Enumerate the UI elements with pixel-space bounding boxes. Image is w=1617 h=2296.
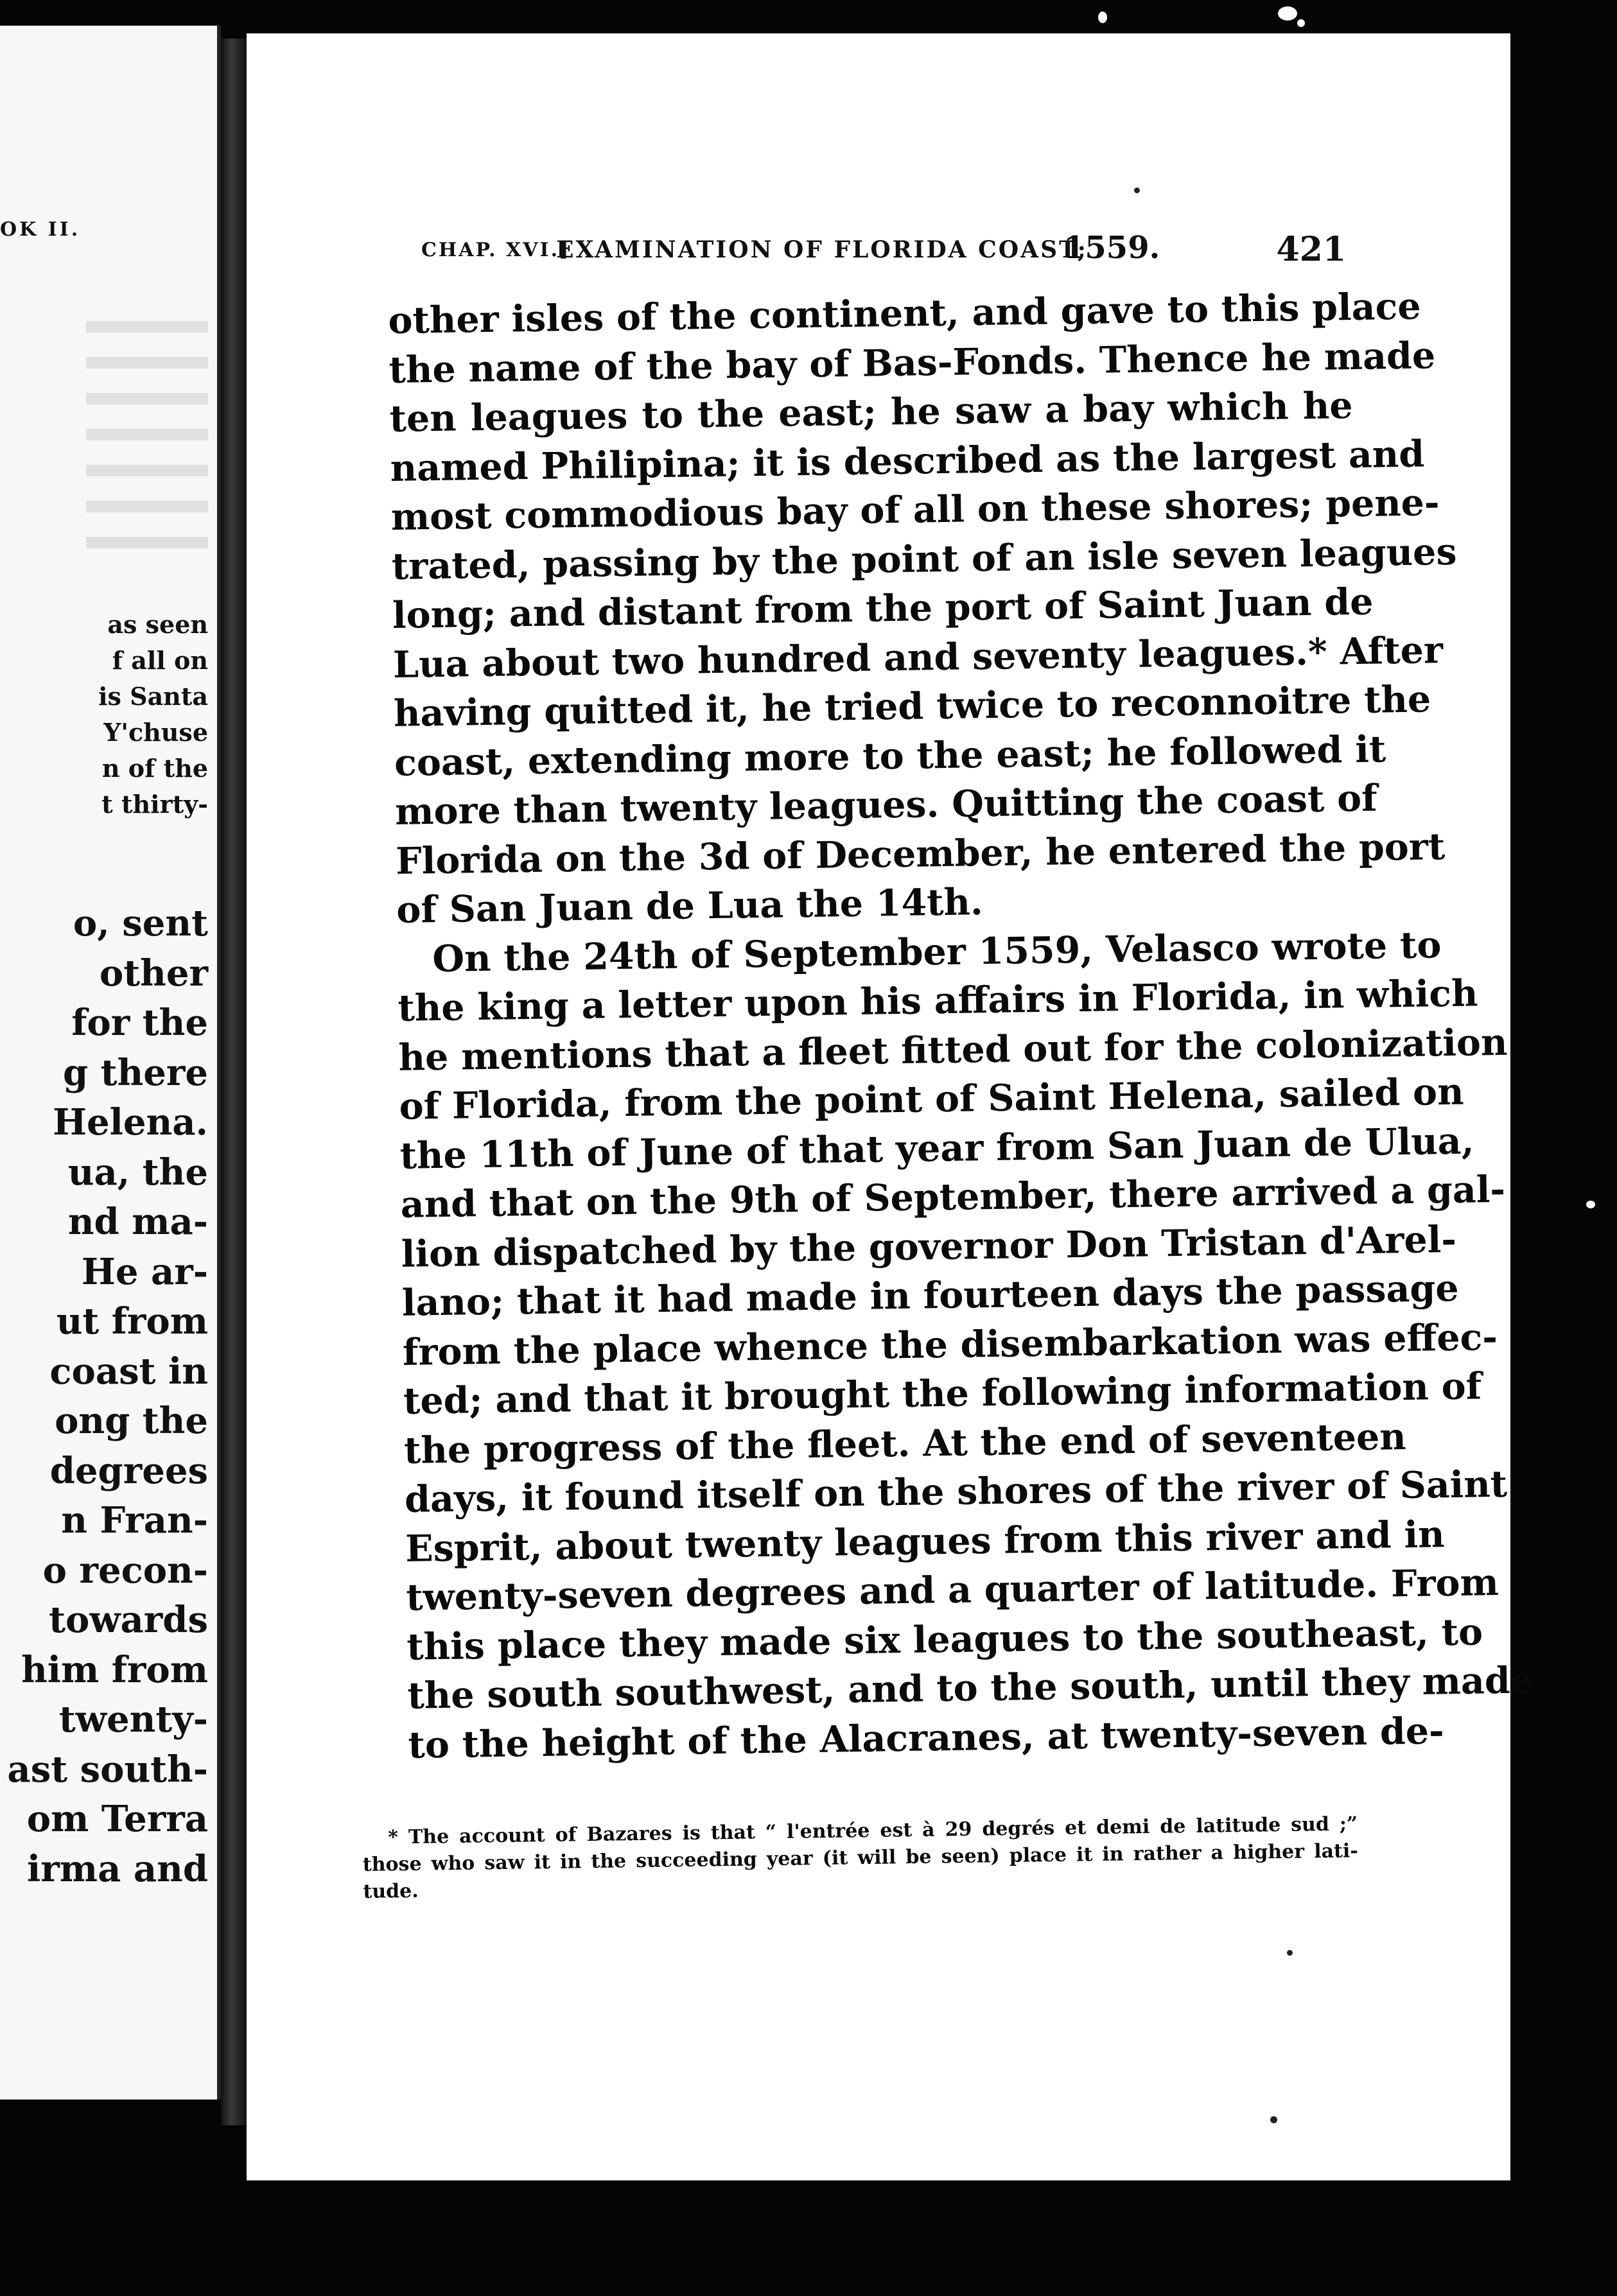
text-line: Lua about two hundred and seventy leagues.* After <box>392 628 1444 686</box>
text-line: the 11th of June of that year from San Juan de Ulua, <box>399 1119 1474 1178</box>
text-line: ten leagues to the east; he saw a bay which he <box>389 384 1353 440</box>
book-gutter <box>221 39 247 2125</box>
text-line: days, it found itself on the shores of the river of Saint <box>404 1462 1508 1521</box>
text-line: lion dispatched by the governor Don Tristan d'Arel- <box>401 1217 1457 1276</box>
scan-speck <box>1297 19 1305 27</box>
footnote <box>362 1811 1359 1906</box>
left-large-line: ast south- <box>7 1748 208 1791</box>
ink-speck <box>1270 2116 1277 2123</box>
left-large-line: om Terra <box>26 1798 208 1840</box>
left-large-line: degrees <box>49 1449 208 1492</box>
left-facing-page <box>0 26 221 2100</box>
left-large-line: for the <box>71 1002 208 1044</box>
scan-speck <box>1278 6 1297 21</box>
left-page-body-text <box>7 899 208 1894</box>
left-small-line: is Santa <box>98 682 208 711</box>
text-line: from the place whence the disembarkation was effec- <box>402 1315 1498 1374</box>
text-line: and that on the 9th of September, there arrived a gal- <box>400 1167 1506 1226</box>
text-line: the south southwest, and to the south, until they made <box>406 1658 1534 1718</box>
left-small-line: n of the <box>101 754 208 783</box>
ink-speck <box>1134 187 1140 193</box>
chapter-label: CHAP. XVI.] <box>421 239 571 261</box>
footnote-line: * The account of Bazares is that “ l'entrée est à 29 degrés et demi de latitude sud ;” <box>388 1813 1358 1849</box>
text-line: of Florida, from the point of Saint Helena, sailed on <box>399 1070 1464 1128</box>
left-page-small-text <box>98 607 208 822</box>
text-line: trated, passing by the point of an isle seven leagues <box>391 530 1457 588</box>
text-line: to the height of the Alacranes, at twenty-seven de- <box>408 1709 1445 1767</box>
text-line: named Philipina; it is described as the largest and <box>390 431 1425 490</box>
text-line: other isles of the continent, and gave to this place <box>388 284 1422 342</box>
left-large-line: ong the <box>55 1400 208 1442</box>
left-large-line: ua, the <box>67 1151 208 1194</box>
text-line: having quitted it, he tried twice to reconnoitre the <box>393 677 1431 735</box>
scan-speck <box>1098 12 1107 23</box>
text-line: long; and distant from the port of Saint Juan de <box>392 580 1374 637</box>
text-line: coast, extending more to the east; he followed it <box>394 727 1386 785</box>
left-large-line: n Fran- <box>61 1499 208 1542</box>
text-line: lano; that it had made in fourteen days the passage <box>401 1266 1459 1325</box>
left-large-line: coast in <box>49 1350 208 1393</box>
left-large-line: ut from <box>56 1300 208 1343</box>
main-page <box>247 33 1534 2180</box>
left-large-line: him from <box>21 1648 208 1691</box>
left-large-line: twenty- <box>58 1698 208 1741</box>
left-large-line: o, sent <box>73 902 208 944</box>
running-header <box>421 226 1346 277</box>
left-large-line: He ar- <box>81 1250 208 1293</box>
text-line: twenty-seven degrees and a quarter of latitude. From <box>405 1561 1499 1619</box>
left-large-line: irma and <box>27 1847 208 1890</box>
left-large-line: o recon- <box>42 1549 208 1592</box>
left-large-line: other <box>99 952 208 995</box>
running-title: EXAMINATION OF FLORIDA COAST; <box>556 236 1088 263</box>
left-small-line: as seen <box>107 610 208 639</box>
text-line: he mentions that a fleet fitted out for the colonization <box>398 1020 1508 1079</box>
text-line: Florida on the 3d of December, he entered the port <box>395 824 1446 883</box>
text-line: the name of the bay of Bas-Fonds. Thence he made <box>389 333 1436 392</box>
text-line: this place they made six leagues to the southeast, to <box>406 1610 1483 1669</box>
text-line: On the 24th of September 1559, Velasco wrote to <box>432 923 1442 980</box>
left-page-header: OK II. <box>0 218 81 241</box>
footnote-line: those who saw it in the succeeding year (it will be seen) place it in rather a higher lati- <box>362 1839 1358 1876</box>
text-line: the progress of the fleet. At the end of seventeen <box>403 1414 1407 1472</box>
left-large-line: Helena. <box>53 1101 208 1144</box>
left-small-line: Y'chuse <box>103 718 208 747</box>
left-small-line: t thirty- <box>101 790 208 819</box>
left-large-line: towards <box>49 1599 208 1641</box>
text-line: the king a letter upon his affairs in Florida, in which <box>398 971 1478 1030</box>
ink-speck <box>1287 1950 1293 1956</box>
header-year: 1559. <box>1063 230 1160 266</box>
left-large-line: g there <box>63 1051 208 1094</box>
left-small-line: f all on <box>112 646 208 675</box>
footnote-line: tude. <box>363 1879 419 1903</box>
text-line: Esprit, about twenty leagues from this river and in <box>405 1512 1446 1570</box>
text-line: ted; and that it brought the following information of <box>403 1364 1482 1423</box>
scan-speck <box>1586 1201 1595 1208</box>
body-text <box>388 283 1534 1770</box>
text-line: most commodious bay of all on these shores; pene- <box>390 481 1440 539</box>
left-page-faint-text <box>86 321 208 565</box>
left-large-line: nd ma- <box>67 1201 208 1243</box>
text-line: of San Juan de Lua the 14th. <box>396 880 984 932</box>
text-line: more than twenty leagues. Quitting the coast of <box>394 776 1378 833</box>
page-number: 421 <box>1276 230 1346 269</box>
